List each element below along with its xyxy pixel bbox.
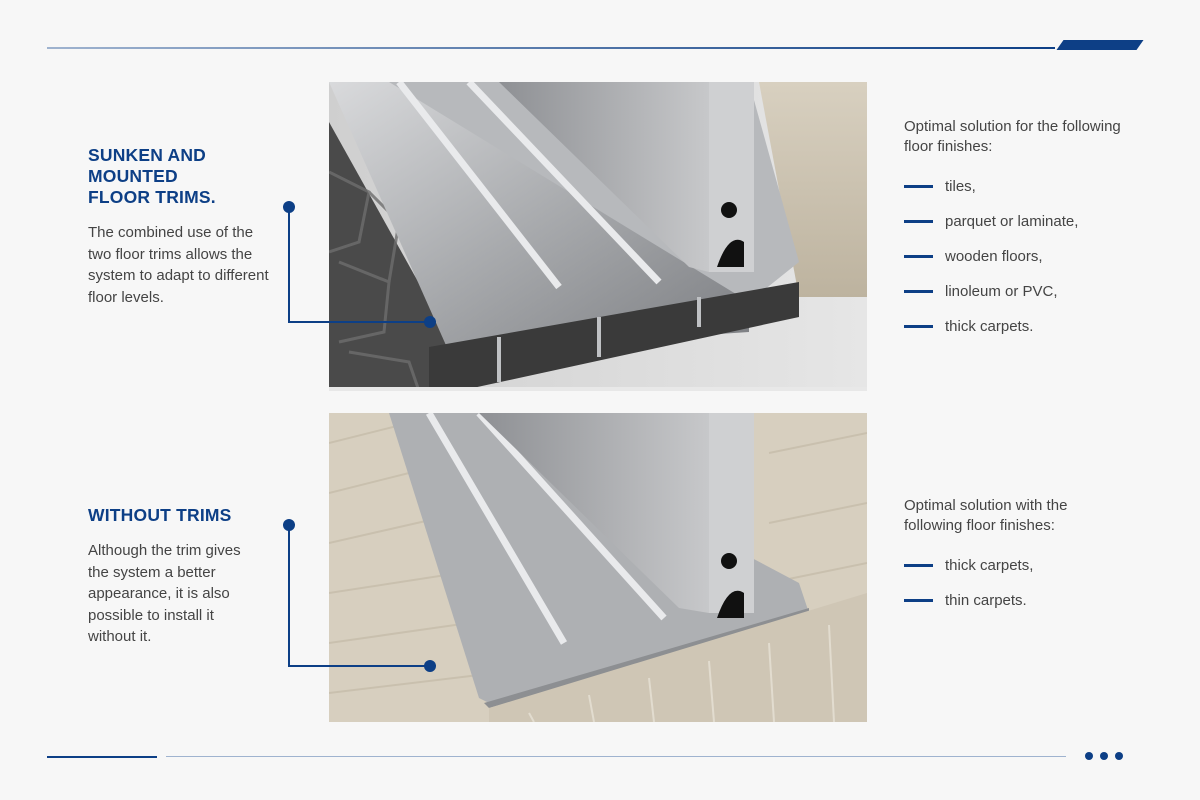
dash-icon: [904, 599, 933, 602]
top-rule: [47, 47, 1055, 49]
list-item: thick carpets,: [904, 548, 1033, 583]
section1-intro: Optimal solution for the following floor finishes:: [904, 118, 1121, 155]
section1-finish-list: [904, 169, 1078, 344]
section2-body: Although the trim gives the system a better appearance, it is also possible to install it without it.: [88, 542, 241, 645]
section2-intro: Optimal solution with the following floor finishes:: [904, 497, 1068, 534]
bottom-rule: [166, 756, 1066, 757]
dash-icon: [904, 564, 933, 567]
bottom-accent-rule: [47, 756, 157, 758]
top-accent-tab: [1056, 40, 1143, 50]
list-item: thick carpets.: [904, 309, 1078, 344]
dash-icon: [904, 325, 933, 328]
dash-icon: [904, 255, 933, 258]
section1-connector: [280, 198, 440, 330]
list-item: tiles,: [904, 169, 1078, 204]
section1-heading: SUNKEN AND MOUNTED FLOOR TRIMS.: [88, 145, 216, 207]
section2-connector: [280, 516, 440, 674]
list-item: linoleum or PVC,: [904, 274, 1078, 309]
section2-heading: WITHOUT TRIMS: [88, 505, 232, 525]
dash-icon: [904, 290, 933, 293]
more-dots-icon: [1085, 752, 1123, 760]
section2-finish-list: [904, 548, 1033, 618]
dash-icon: [904, 220, 933, 223]
list-item: wooden floors,: [904, 239, 1078, 274]
list-item: parquet or laminate,: [904, 204, 1078, 239]
dash-icon: [904, 185, 933, 188]
section1-body: The combined use of the two floor trims allows the system to adapt to different floor levels.: [88, 224, 269, 306]
list-item: thin carpets.: [904, 583, 1033, 618]
